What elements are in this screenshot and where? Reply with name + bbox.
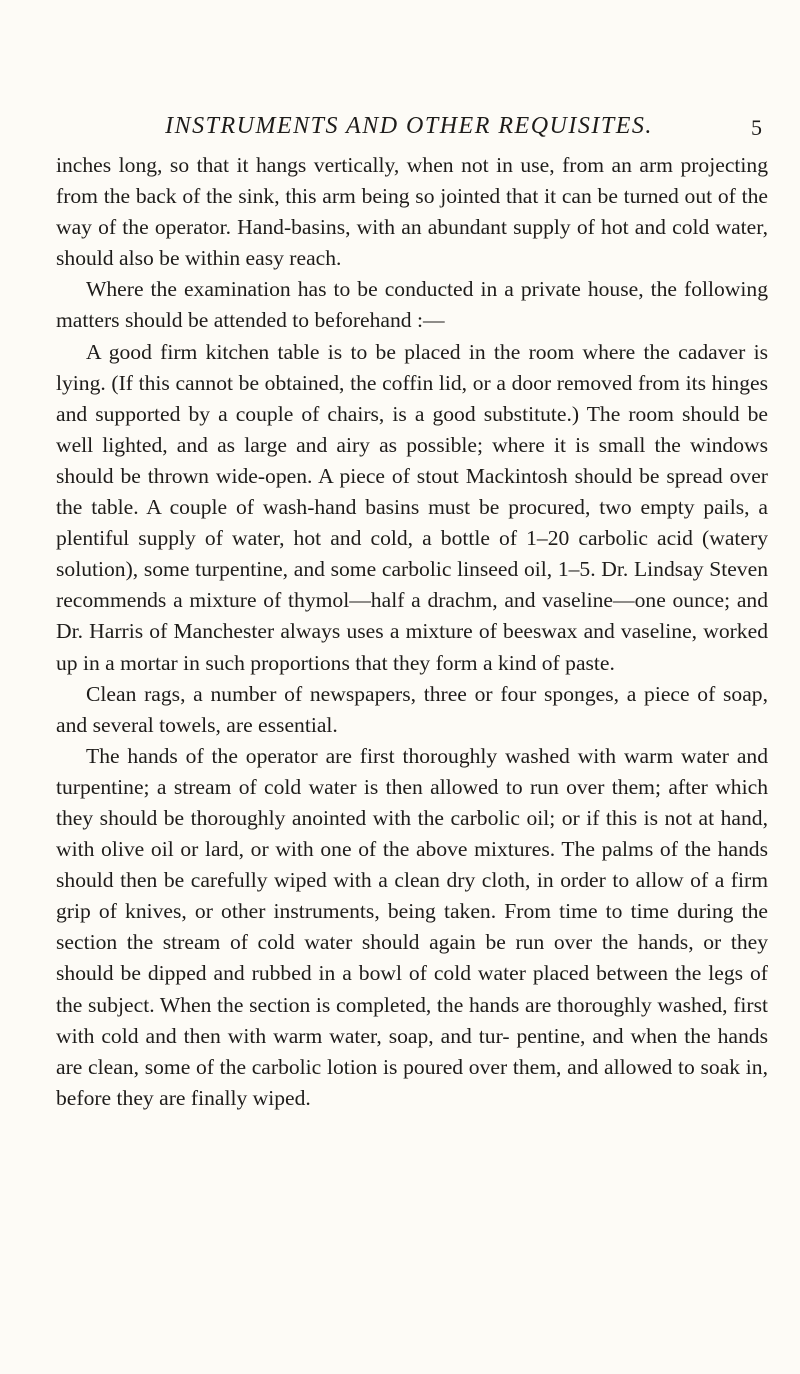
paragraph-table-and-supplies: A good firm kitchen table is to be placed in the room where the cadaver is lying. (If this cannot be obtained, the coffin lid, or a door removed from its hinges and supported by a couple of chairs, is a good substitute.) The room should be well lighted, and as large and airy as possible; where it is small the windows should be thrown wide-open. A piece of stout Mackintosh should be spread over the table. A couple of wash-hand basins must be procured, two empty pails, a plentiful supply of water, hot and cold, a bottle of 1–20 carbolic acid (watery solution), some turpentine, and some carbolic linseed oil, 1–5. Dr. Lindsay Steven recommends a mixture of thymol—half a drachm, and vaseline—one ounce; and Dr. Harris of Manchester always uses a mixture of beeswax and vaseline, worked up in a mortar in such proportions that they form a kind of paste.: [56, 339, 768, 675]
paragraph-hand-washing: The hands of the operator are first thoroughly washed with warm water and turpentine; a stream of cold water is then allowed to run over them; after which they should be thoroughly anointed with the carbolic oil; or if this is not at hand, with olive oil or lard, or with one of the above mixtures. The palms of the hands should then be carefully wiped with a clean dry cloth, in order to allow of a firm grip of knives, or other instruments, being taken. From time to time during the section the stream of cold water should again be run over the hands, or they should be dipped and rubbed in a bowl of cold water placed between the legs of the subject. When the section is completed, the hands are thoroughly washed, first with cold and then with warm water, soap, and tur- pentine, and when the hands are clean, some of the carbolic lotion is poured over them, and allowed to soak in, before they are finally wiped.: [56, 743, 768, 1110]
page-number: 5: [751, 115, 762, 140]
paragraph-continued: inches long, so that it hangs vertically, when not in use, from an arm projecting from the back of the sink, this arm being so jointed that it can be turned out of the way of the operator. Hand-basins, with an abundant supply of hot and cold water, should also be within easy reach.: [56, 153, 768, 271]
paragraph-private-house: Where the examination has to be conducted in a private house, the following matters should be attended to beforehand :—: [56, 277, 768, 333]
body-text: [56, 150, 768, 1114]
running-title: INSTRUMENTS AND OTHER REQUISITES.: [165, 113, 653, 139]
running-head: [56, 110, 762, 142]
paragraph-rags-and-towels: Clean rags, a number of newspapers, three or four sponges, a piece of soap, and several towels, are essential.: [56, 681, 768, 737]
